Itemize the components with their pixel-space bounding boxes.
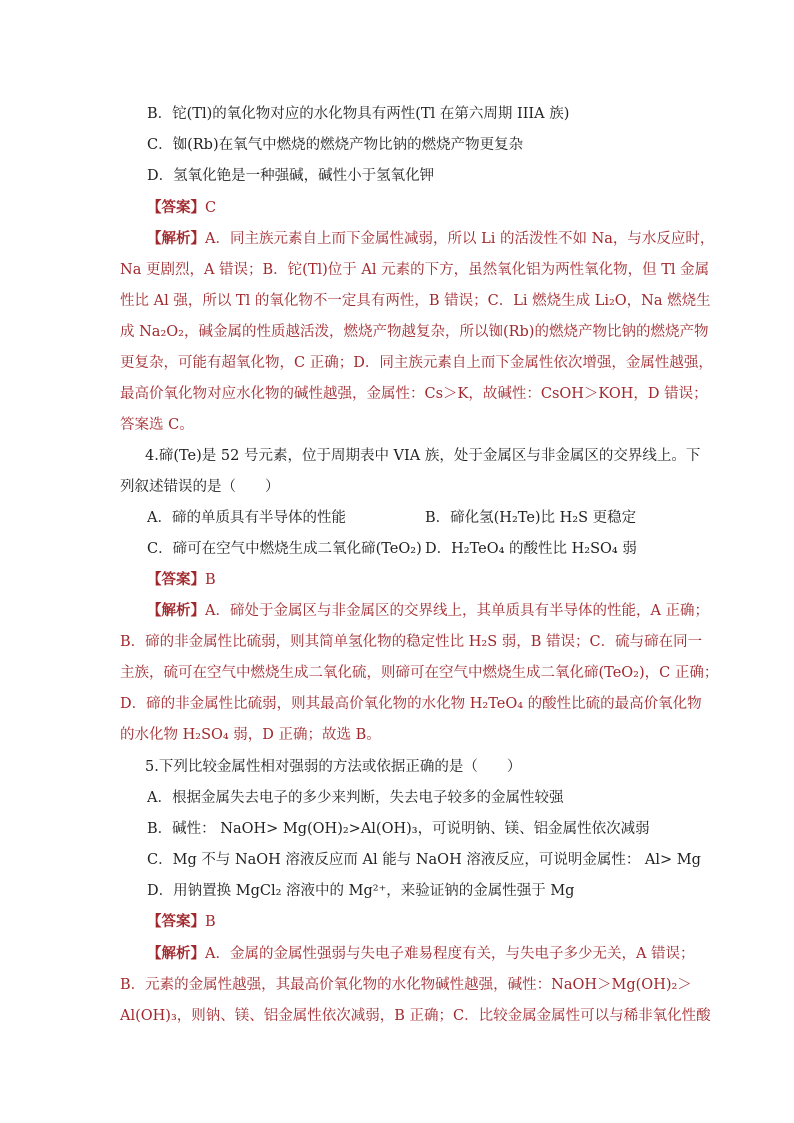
answer-value: B <box>205 572 216 588</box>
analysis-text: A．金属的金属性强弱与失电子难易程度有关，与失电子多少无关，A 错误； <box>205 946 695 962</box>
analysis-text: A．碲处于金属区与非金属区的交界线上，其单质具有半导体的性能，A 正确； <box>205 603 710 619</box>
q4-option-b: B．碲化氢(H₂Te)比 H₂S 更稳定 <box>425 510 637 526</box>
q5-option-a: A．根据金属失去电子的多少来判断，失去电子较多的金属性较强 <box>147 790 564 806</box>
q3-analysis-line-4: 成 Na₂O₂，碱金属的性质越活泼，燃烧产物越复杂，所以铷(Rb)的燃烧产物比钠的燃烧产物 <box>120 324 709 340</box>
answer-tag: 【答案】 <box>147 571 205 588</box>
analysis-tag: 【解析】 <box>147 945 205 962</box>
q4-option-c: C．碲可在空气中燃烧生成二氧化碲(TeO₂) <box>147 541 422 557</box>
q3-option-b: B．铊(Tl)的氧化物对应的水化物具有两性(Tl 在第六周期 IIIA 族) <box>147 106 570 122</box>
q4-option-a: A．碲的单质具有半导体的性能 <box>147 510 346 526</box>
q4-answer <box>147 570 216 590</box>
analysis-tag: 【解析】 <box>147 602 205 619</box>
q4-option-d: D．H₂TeO₄ 的酸性比 H₂SO₄ 弱 <box>425 541 637 557</box>
q3-analysis-line-5: 更复杂，可能有超氧化物，C 正确；D．同主族元素自上而下金属性依次增强，金属性越强， <box>120 355 713 371</box>
q4-analysis-line-3: 主族，硫可在空气中燃烧生成二氧化硫，则碲可在空气中燃烧生成二氧化碲(TeO₂)，C 正确； <box>120 665 719 681</box>
q3-analysis-line-3: 性比 Al 强，所以 Tl 的氧化物不一定具有两性，B 错误；C．Li 燃烧生成 Li₂O，Na 燃烧生 <box>120 293 711 309</box>
q5-analysis-line-1 <box>147 944 695 964</box>
q5-analysis-line-3: Al(OH)₃，则钠、镁、铝金属性依次减弱，B 正确；C．比较金属金属性可以与稀非氧化性酸 <box>120 1008 711 1024</box>
q4-analysis-line-4: D．碲的非金属性比硫弱，则其最高价氧化物的水化物 H₂TeO₄ 的酸性比硫的最高价氧化物 <box>120 696 702 712</box>
q4-stem-line-2: 列叙述错误的是（ ） <box>120 479 280 495</box>
q5-stem: 5.下列比较金属性相对强弱的方法或依据正确的是（ ） <box>145 759 522 775</box>
q3-answer <box>147 198 216 218</box>
analysis-text: A．同主族元素自上而下金属性减弱，所以 Li 的活泼性不如 Na，与水反应时， <box>205 231 715 247</box>
q4-stem-line-1: 4.碲(Te)是 52 号元素，位于周期表中 VIA 族，处于金属区与非金属区的交界线上。下 <box>145 448 701 464</box>
q3-analysis-line-1 <box>147 229 714 249</box>
q3-analysis-line-2: Na 更剧烈，A 错误；B．铊(Tl)位于 Al 元素的下方，虽然氧化铝为两性氧化物，但 Tl 金属 <box>120 262 710 278</box>
q4-options-row-1 <box>147 508 346 528</box>
q5-answer <box>147 912 216 932</box>
answer-value: B <box>205 914 216 930</box>
q5-option-b: B．碱性： NaOH> Mg(OH)₂>Al(OH)₃，可说明钠、镁、铝金属性依次减弱 <box>147 821 650 837</box>
q3-analysis-line-6: 最高价氧化物对应水化物的碱性越强，金属性：Cs＞K，故碱性：CsOH＞KOH，D 错误； <box>120 386 708 402</box>
q4-analysis-line-5: 的水化物 H₂SO₄ 弱，D 正确；故选 B。 <box>120 727 381 743</box>
q5-option-c: C．Mg 不与 NaOH 溶液反应而 Al 能与 NaOH 溶液反应，可说明金属性： Al> Mg <box>147 852 701 868</box>
answer-tag: 【答案】 <box>147 913 205 930</box>
q5-analysis-line-2: B．元素的金属性越强，其最高价氧化物的水化物碱性越强，碱性：NaOH＞Mg(OH)₂＞ <box>120 977 692 993</box>
q3-analysis-line-7: 答案选 C。 <box>120 417 194 433</box>
answer-tag: 【答案】 <box>147 199 205 216</box>
answer-value: C <box>205 200 217 216</box>
q5-option-d: D．用钠置换 MgCl₂ 溶液中的 Mg²⁺，来验证钠的金属性强于 Mg <box>147 883 575 899</box>
q3-option-c: C．铷(Rb)在氧气中燃烧的燃烧产物比钠的燃烧产物更复杂 <box>147 137 524 153</box>
q3-option-d: D．氢氧化铯是一种强碱，碱性小于氢氧化钾 <box>147 168 435 184</box>
q4-analysis-line-2: B．碲的非金属性比硫弱，则其简单氢化物的稳定性比 H₂S 弱，B 错误；C．硫与碲在同一 <box>120 634 703 650</box>
analysis-tag: 【解析】 <box>147 230 205 247</box>
q4-analysis-line-1 <box>147 601 709 621</box>
